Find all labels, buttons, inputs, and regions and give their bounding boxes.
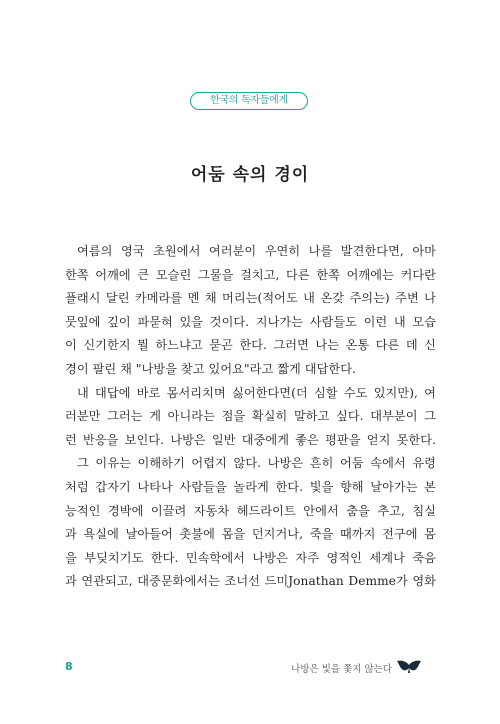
section-badge: 한국의 독자들에게 — [190, 92, 308, 110]
text-line: 런 반응을 보인다. 나방은 일반 대중에게 좋은 평판을 얻지 못한다. — [65, 432, 436, 447]
text-line: 과 연관되고, 대중문화에서는 조너선 드미Jonathan Demme가 영화 — [65, 574, 436, 589]
body-text — [65, 240, 436, 594]
text-line: 러분만 그러는 게 아니라는 점을 확실히 말하고 싶다. 대부분이 그 — [65, 409, 436, 424]
text-line: 그 이유는 이해하기 어렵지 않다. 나방은 흔히 어둠 속에서 유령 — [77, 456, 436, 471]
text-line: 여름의 영국 초원에서 여러분이 우연히 나를 발견한다면, 아마 — [77, 244, 436, 258]
running-title: 나방은 빛을 쫓지 않는다 — [291, 664, 392, 675]
moth-icon — [397, 660, 421, 674]
text-line: 처럼 갑자기 나타나 사람들을 놀라게 한다. 빛을 향해 날아가는 본 — [65, 479, 436, 494]
text-line: 이 신기한지 뭘 하느냐고 묻곤 한다. 그러면 나는 온통 다른 데 신 — [65, 338, 436, 353]
text-line: 플래시 달린 카메라를 멘 채 머리는(적어도 내 온갖 주의는) 주변 나 — [65, 291, 436, 306]
page-number: 8 — [65, 660, 73, 673]
text-line: 뭇잎에 깊이 파묻혀 있을 것이다. 지나가는 사람들도 이런 내 모습 — [65, 314, 436, 329]
text-line: 을 부딪치기도 한다. 민속학에서 나방은 자주 영적인 세계나 죽음 — [65, 550, 436, 565]
text-line: 한쪽 어깨에 큰 모슬린 그물을 걸치고, 다른 한쪽 어깨에는 커다란 — [65, 267, 436, 282]
text-line: 능적인 경박에 이끌려 자동차 헤드라이트 안에서 춤을 추고, 침실 — [65, 503, 436, 518]
chapter-title: 어둠 속의 경이 — [190, 165, 310, 185]
text-line: 과 욕실에 날아들어 촛불에 몸을 던지거나, 죽을 때까지 전구에 몸 — [65, 527, 436, 542]
text-line: 내 대답에 바로 몸서리치며 싫어한다면(더 심할 수도 있지만), 여 — [77, 385, 436, 400]
text-line: 경이 팔린 채 "나방을 찾고 있어요"라고 짧게 대답한다. — [65, 361, 356, 376]
